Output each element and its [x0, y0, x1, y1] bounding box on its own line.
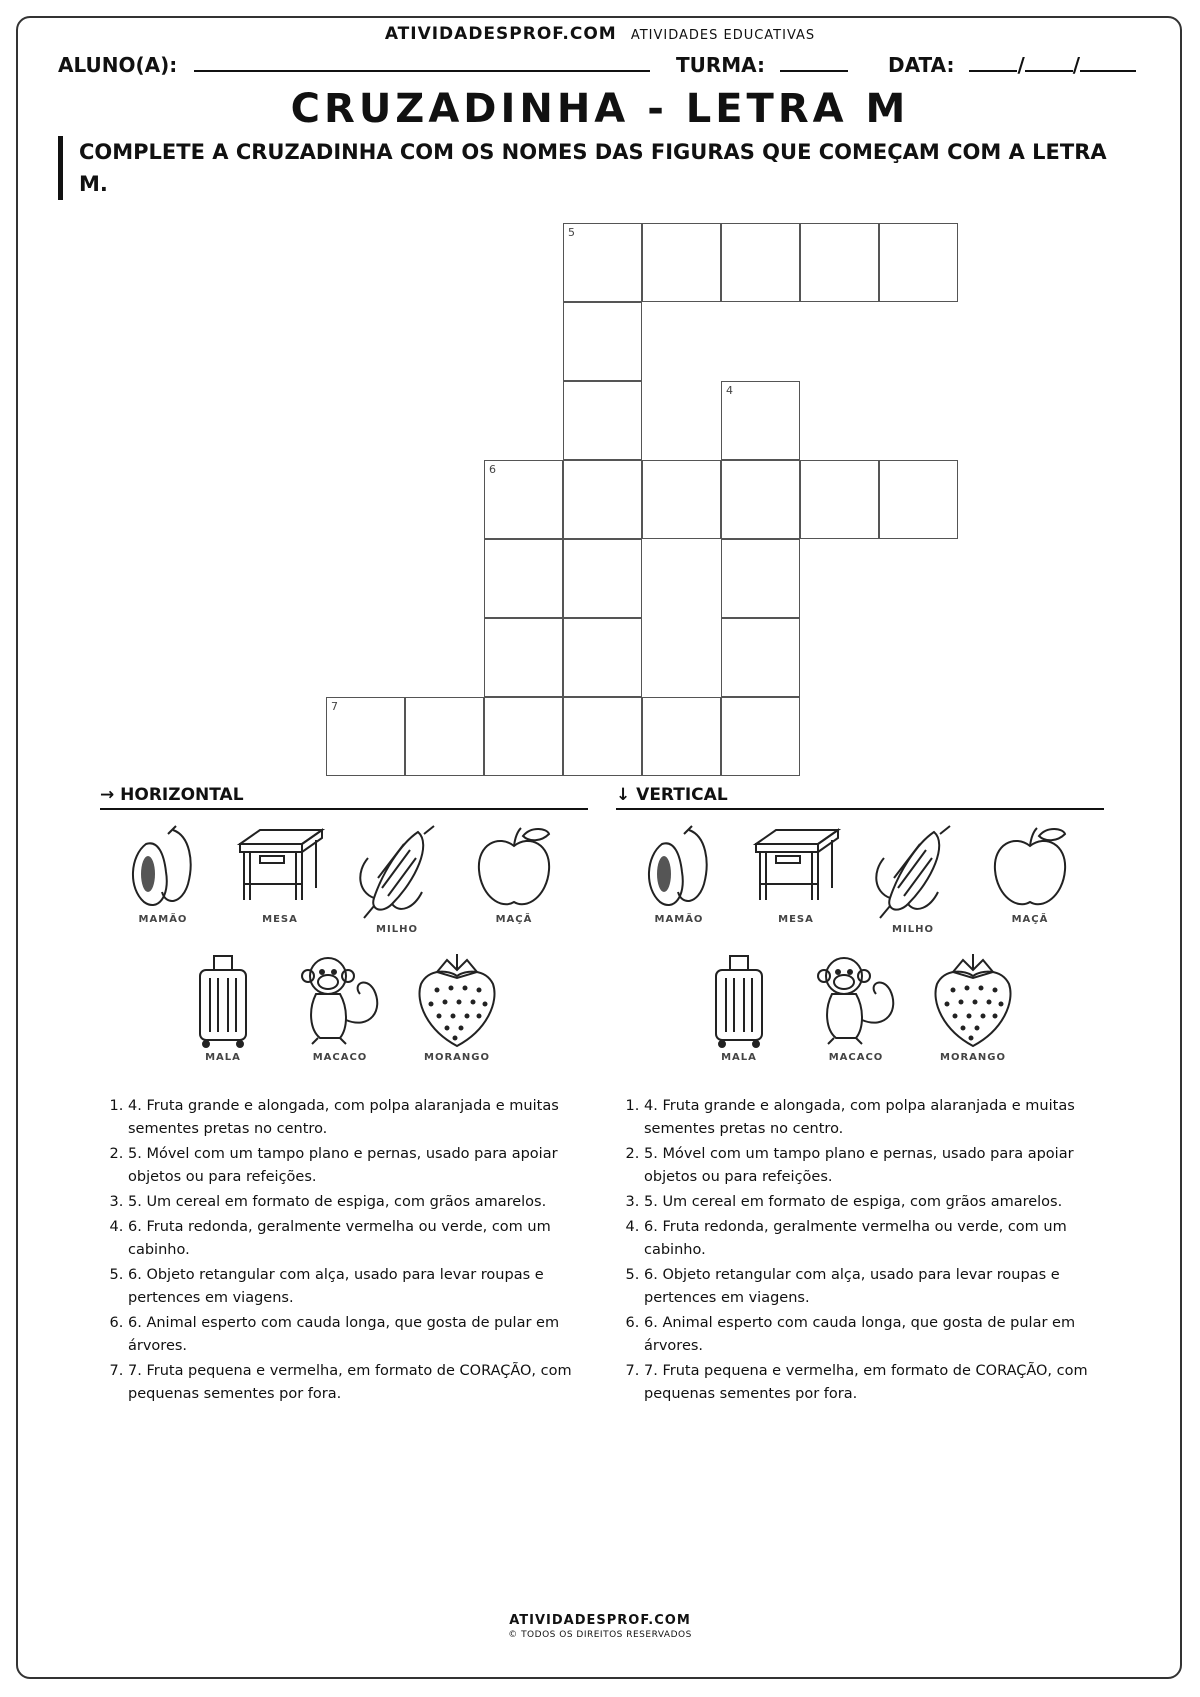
- suitcase-icon: [170, 950, 276, 1050]
- site-subtitle: ATIVIDADES EDUCATIVAS: [630, 28, 816, 43]
- class-line[interactable]: [780, 52, 848, 72]
- picture-card: [287, 950, 393, 1063]
- site-header: [0, 24, 1200, 44]
- clue-item: 3. 5. Um cereal em formato de espiga, com grãos amarelos.: [128, 1191, 588, 1214]
- clue-number: 5: [568, 226, 575, 239]
- picture-card: [170, 950, 276, 1063]
- date-label: DATA:: [888, 53, 955, 77]
- picture-card: [344, 822, 450, 935]
- student-label: ALUNO(A):: [58, 53, 178, 77]
- crossword-cell[interactable]: [721, 539, 800, 618]
- crossword-cell[interactable]: [721, 697, 800, 776]
- crossword-cell[interactable]: [879, 460, 958, 539]
- crossword-cell[interactable]: [721, 223, 800, 302]
- crossword-cell[interactable]: [800, 223, 879, 302]
- picture-card: [977, 822, 1083, 925]
- picture-card: [743, 822, 849, 925]
- horizontal-title: → HORIZONTAL: [100, 785, 588, 810]
- picture-card: [920, 950, 1026, 1063]
- crossword-cell[interactable]: [563, 223, 642, 302]
- crossword-cell[interactable]: [642, 460, 721, 539]
- papaya-icon: [626, 822, 732, 912]
- crossword-cell[interactable]: [721, 381, 800, 460]
- clue-item: 2. 5. Móvel com um tampo plano e pernas, usado para apoiar objetos ou para refeições.: [128, 1143, 588, 1189]
- picture-label: MAÇÃ: [1011, 914, 1049, 925]
- date-field: [888, 52, 1136, 77]
- clue-item: 5. 6. Objeto retangular com alça, usado para levar roupas e pertences em viagens.: [644, 1264, 1104, 1310]
- strawberry-icon: [404, 950, 510, 1050]
- picture-card: [461, 822, 567, 925]
- picture-label: MAMÃO: [654, 914, 704, 925]
- date-year-line[interactable]: [1080, 52, 1136, 72]
- picture-card: [404, 950, 510, 1063]
- clue-item: 4. 6. Fruta redonda, geralmente vermelha ou verde, com um cabinho.: [128, 1216, 588, 1262]
- crossword-cell[interactable]: [563, 381, 642, 460]
- papaya-icon: [110, 822, 216, 912]
- picture-label: MAMÃO: [138, 914, 188, 925]
- clue-number: 6: [489, 463, 496, 476]
- clue-item: 5. 6. Objeto retangular com alça, usado para levar roupas e pertences em viagens.: [128, 1264, 588, 1310]
- monkey-icon: [287, 950, 393, 1050]
- crossword-cell[interactable]: [563, 539, 642, 618]
- picture-card: [110, 822, 216, 925]
- crossword-cell[interactable]: [642, 697, 721, 776]
- clue-number: 4: [726, 384, 733, 397]
- horizontal-section: [100, 785, 588, 1408]
- table-icon: [743, 822, 849, 912]
- clue-item: 6. 6. Animal esperto com cauda longa, que gosta de pular em árvores.: [644, 1312, 1104, 1358]
- crossword-cell[interactable]: [326, 697, 405, 776]
- clue-item: 7. 7. Fruta pequena e vermelha, em formato de CORAÇÃO, com pequenas sementes por fora.: [128, 1360, 588, 1406]
- clue-item: 2. 5. Móvel com um tampo plano e pernas, usado para apoiar objetos ou para refeições.: [644, 1143, 1104, 1189]
- picture-label: MACACO: [828, 1052, 884, 1063]
- footer-copyright: © TODOS OS DIREITOS RESERVADOS: [508, 1630, 692, 1640]
- picture-label: MORANGO: [940, 1052, 1006, 1063]
- clue-item: 7. 7. Fruta pequena e vermelha, em formato de CORAÇÃO, com pequenas sementes por fora.: [644, 1360, 1104, 1406]
- vertical-clues: [616, 1095, 1104, 1406]
- picture-card: [686, 950, 792, 1063]
- page-footer: [0, 1613, 1200, 1640]
- picture-label: MALA: [205, 1052, 241, 1063]
- crossword-cell[interactable]: [563, 697, 642, 776]
- crossword-cell[interactable]: [800, 460, 879, 539]
- crossword-cell[interactable]: [405, 697, 484, 776]
- monkey-icon: [803, 950, 909, 1050]
- crossword-cell[interactable]: [484, 697, 563, 776]
- crossword-cell[interactable]: [484, 618, 563, 697]
- picture-label: MACACO: [312, 1052, 368, 1063]
- footer-site: ATIVIDADESPROF.COM: [509, 1613, 691, 1628]
- date-separator: /: [1072, 53, 1081, 77]
- date-day-line[interactable]: [969, 52, 1017, 72]
- vertical-pictures: [616, 822, 1104, 1087]
- table-icon: [227, 822, 333, 912]
- apple-icon: [461, 822, 567, 912]
- picture-label: MORANGO: [424, 1052, 490, 1063]
- strawberry-icon: [920, 950, 1026, 1050]
- picture-label: MESA: [262, 914, 298, 925]
- picture-card: [626, 822, 732, 925]
- picture-card: [803, 950, 909, 1063]
- crossword-cell[interactable]: [721, 618, 800, 697]
- site-name: ATIVIDADESPROF.COM: [384, 24, 617, 44]
- crossword-cell[interactable]: [563, 618, 642, 697]
- vertical-title: ↓ VERTICAL: [616, 785, 1104, 810]
- picture-card: [860, 822, 966, 935]
- picture-card: [227, 822, 333, 925]
- crossword-cell[interactable]: [563, 302, 642, 381]
- crossword-cell[interactable]: [642, 223, 721, 302]
- vertical-section: [616, 785, 1104, 1408]
- corn-icon: [344, 822, 450, 922]
- date-separator: /: [1017, 53, 1025, 77]
- date-month-line[interactable]: [1025, 52, 1073, 72]
- clue-item: 6. 6. Animal esperto com cauda longa, que gosta de pular em árvores.: [128, 1312, 588, 1358]
- crossword-cell[interactable]: [484, 539, 563, 618]
- picture-label: MAÇÃ: [495, 914, 533, 925]
- clue-item: 4. 6. Fruta redonda, geralmente vermelha ou verde, com um cabinho.: [644, 1216, 1104, 1262]
- apple-icon: [977, 822, 1083, 912]
- clue-number: 7: [331, 700, 338, 713]
- picture-label: MILHO: [892, 924, 934, 935]
- student-name-line[interactable]: [194, 52, 650, 72]
- crossword-cell[interactable]: [721, 460, 800, 539]
- student-info-row: [58, 52, 1148, 78]
- clue-item: 1. 4. Fruta grande e alongada, com polpa alaranjada e muitas sementes pretas no centro.: [128, 1095, 588, 1141]
- suitcase-icon: [686, 950, 792, 1050]
- clue-item: 3. 5. Um cereal em formato de espiga, com grãos amarelos.: [644, 1191, 1104, 1214]
- horizontal-pictures: [100, 822, 588, 1087]
- student-field: [58, 52, 650, 77]
- page-title: CRUZADINHA - LETRA M: [290, 86, 910, 132]
- horizontal-clues: [100, 1095, 588, 1406]
- picture-label: MESA: [778, 914, 814, 925]
- picture-label: MILHO: [376, 924, 418, 935]
- crossword-cell[interactable]: [563, 460, 642, 539]
- crossword-cell[interactable]: [879, 223, 958, 302]
- clue-item: 1. 4. Fruta grande e alongada, com polpa alaranjada e muitas sementes pretas no centro.: [644, 1095, 1104, 1141]
- crossword-cell[interactable]: [484, 460, 563, 539]
- corn-icon: [860, 822, 966, 922]
- class-field: [676, 52, 848, 77]
- class-label: TURMA:: [676, 53, 766, 77]
- instruction-text: COMPLETE A CRUZADINHA COM OS NOMES DAS FIGURAS QUE COMEÇAM COM A LETRA M.: [58, 136, 1138, 200]
- picture-label: MALA: [721, 1052, 757, 1063]
